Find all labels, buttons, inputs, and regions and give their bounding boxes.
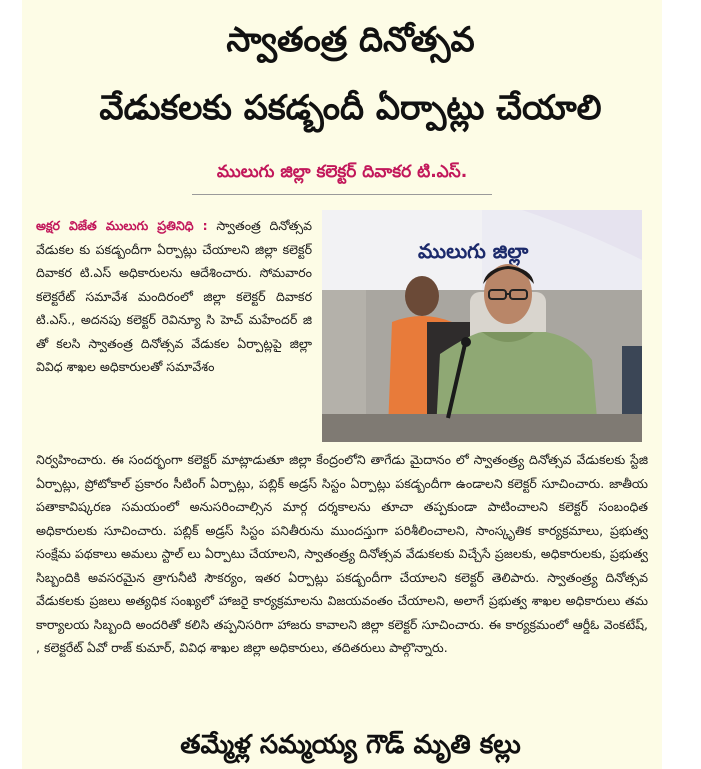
subheading: ములుగు జిల్లా కలెక్టర్ దివాకర టి.ఎస్. <box>216 162 468 182</box>
news-photo <box>322 210 642 442</box>
article-body-column-text: స్వాతంత్ర దినోత్సవ వేడుకల కు పకడ్బందీగా ఏర్పాట్లు చేయాలని జిల్లా కలెక్టర్ దివాకర టి.ఎస్ అధికారులను ఆదేశించారు. సోమవారం కలెక్టరేట్ సమావేశ మందిరంలో జిల్లా కలెక్టర్ దివాకర టి.ఎస్., అదనపు కలెక్టర్ రెవిన్యూ సి హెచ్ మహేందర్ జి తో కలసి స్వాతంత్ర దినోత్సవ వేడుకల ఏర్పాట్లపై జిల్లా వివిధ శాఖల అధికారులతో సమావేశం <box>36 218 312 374</box>
collector-photo-illustration <box>322 210 642 442</box>
headline-line-1: స్వాతంత్ర దినోత్సవ <box>226 20 475 60</box>
subheading-underline <box>192 194 492 195</box>
article-body-full: నిర్వహించారు. ఈ సందర్భంగా కలెక్టర్ మాట్లాడుతూ జిల్లా కేంద్రంలోని తాగేడు మైదానం లో స్వాతంత్ర్య దినోత్సవ వేడుకలకు స్టేజి ఏర్పాట్లు, ప్రోటోకాల్ ప్రకారం సీటింగ్ ఏర్పాట్లు, పబ్లిక్ అడ్రస్ సిస్టం ఏర్పాట్లు పకడ్బందీగా ఉండాలని కలెక్టర్ సూచించారు. జాతీయ పతాకావిష్కరణ సమయంలో అనుసరించాల్సిన మార్గ దర్శకాలను తూచా తప్పకుండా పాటించాలని కలెక్టర్ సంబంధిత అధికారులకు సూచించారు. పబ్లిక్ అడ్రస్ సిస్టం పనితీరును ముందస్తుగా పరిశీలించాలని, సాంస్కృతిక కార్యక్రమాలు, ప్రభుత్వ సంక్షేమ పథకాలు అమలు స్టాల్ లు ఏర్పాటు చేయాలని, స్వాతంత్ర్య దినోత్సవ వేడుకలకు విచ్చేసే ప్రజలకు, అధికారులకు, ప్రభుత్వ సిబ్బందికి అవసరమైన త్రాగునీటి సౌకర్యం, ఇతర ఏర్పాట్లు పకడ్బందీగా చేయాలని కలెక్టర్ తెలిపారు. స్వాతంత్ర్య దినోత్సవ వేడుకలకు ప్రజలు అత్యధిక సంఖ్యలో హాజరై కార్యక్రమాలను విజయవంతం చేయాలని, అలాగే ప్రభుత్వ శాఖల అధికారులు తమ కార్యాలయ సిబ్బంది అందరితో కలిసి తప్పనిసరిగా హాజరు కావాలని జిల్లా కలెక్టర్ సూచించారు. ఈ కార్యక్రమంలో ఆర్డీఓ వెంకటేష్, , కలెక్టరేట్ ఏవో రాజ్ కుమార్, వివిధ శాఖల జిల్లా అధికారులు, తదితరులు పాల్గొన్నారు. <box>36 452 648 655</box>
headline-line-2: వేడుకలకు పకడ్బందీ ఏర్పాట్లు చేయాలి <box>99 88 602 128</box>
article-body-column <box>36 214 312 379</box>
dateline: అక్షర విజేత ములుగు ప్రతినిధి : <box>36 218 208 233</box>
next-article-headline: తమ్మేళ్ల సమ్మయ్య గౌడ్ మృతి కల్లు <box>180 730 521 760</box>
photo-banner-text: ములుగు జిల్లా <box>418 239 529 263</box>
